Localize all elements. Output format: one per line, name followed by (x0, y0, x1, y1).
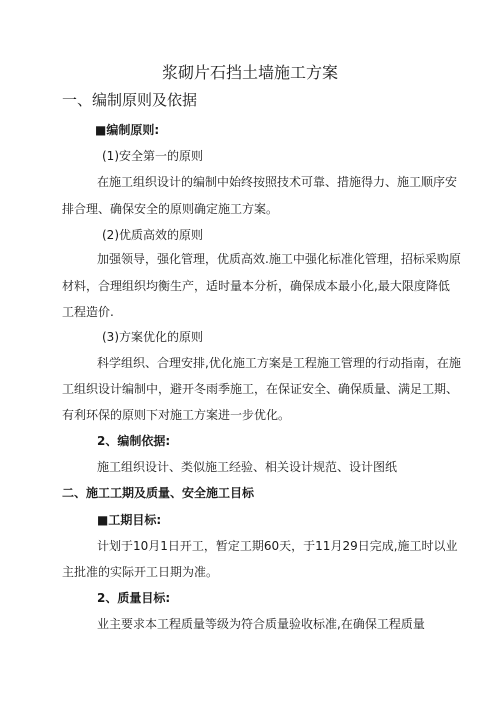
quality-line: 业主要求本工程质量等级为符合质量验收标准,在确保工程质量 (97, 617, 425, 631)
section-1-heading: 一、编制原则及依据 (62, 91, 198, 109)
paragraph-line: 材料，合理组织均衡生产，适时量本分析，确保成本最小化,最大限度降低 (62, 279, 450, 293)
paragraph-line: 科学组织、合理安排,优化施工方案是工程施工管理的行动指南，在施 (97, 356, 461, 370)
section-2-heading: 二、施工工期及质量、安全施工目标 (62, 486, 255, 500)
paragraph-line: 工程造价. (62, 305, 114, 319)
principles-label: ■编制原则: (95, 123, 160, 137)
paragraph-line: 工组织设计编制中，避开冬雨季施工，在保证安全、确保质量、满足工期、 (62, 382, 459, 396)
quality-label: 2、质量目标: (97, 591, 171, 605)
principle-2-title: (2)优质高效的原则 (102, 228, 203, 242)
schedule-label: ■工期目标: (97, 513, 162, 527)
paragraph-line: 在施工组织设计的编制中始终按照技术可靠、措施得力、施工顺序安 (97, 175, 458, 189)
basis-line: 施工组织设计、类似施工经验、相关设计规范、设计图纸 (97, 460, 398, 474)
principle-1-title: (1)安全第一的原则 (102, 149, 203, 163)
paragraph-line: 有利环保的原则下对施工方案进一步优化。 (62, 408, 291, 422)
paragraph-line: 计划于10月1日开工，暂定工期60天，于11月29日完成,施工时以业 (97, 539, 458, 553)
paragraph-line: 加强领导，强化管理，优质高效.施工中强化标准化管理，招标采购原 (97, 252, 461, 266)
paragraph-line: 排合理、确保安全的原则确定施工方案。 (62, 202, 279, 216)
principle-3-title: (3)方案优化的原则 (102, 330, 203, 344)
document-title: 浆砌片石挡土墙施工方案 (161, 63, 338, 82)
basis-label: 2、编制依据: (97, 434, 171, 448)
paragraph-line: 主批准的实际开工日期为准。 (62, 565, 219, 579)
